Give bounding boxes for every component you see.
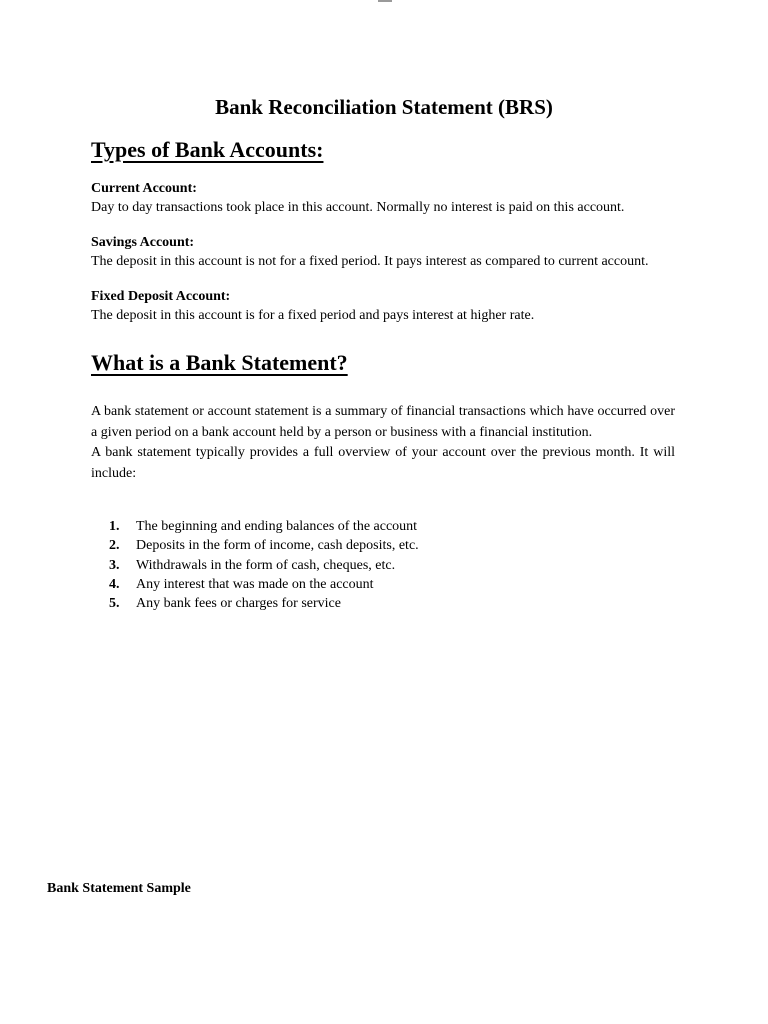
- list-item: [109, 594, 419, 613]
- list-item: [109, 556, 419, 575]
- list-item-number: 5.: [109, 596, 120, 612]
- account-entry-fixed-deposit: [91, 287, 701, 325]
- account-entry-savings: [91, 233, 701, 271]
- intro-paragraph: A bank statement typically provides a full overview of your account over the previous month. It will include:: [91, 445, 675, 481]
- account-description: The deposit in this account is not for a fixed period. It pays interest as compared to current account.: [91, 254, 649, 269]
- account-name: Fixed Deposit Account:: [91, 289, 231, 304]
- list-item-number: 2.: [109, 538, 120, 554]
- list-item: [109, 517, 419, 536]
- bank-statement-heading: What is a Bank Statement?: [91, 350, 348, 375]
- account-name: Current Account:: [91, 181, 197, 196]
- account-description: Day to day transactions took place in this account. Normally no interest is paid on this account.: [91, 200, 625, 215]
- account-entry-current: [91, 179, 701, 217]
- bank-statement-sample-label: Bank Statement Sample: [47, 881, 191, 896]
- statement-contents-list: [109, 517, 419, 613]
- bank-statement-intro: [91, 402, 675, 484]
- list-item-text: Deposits in the form of income, cash deposits, etc.: [136, 538, 419, 554]
- list-item: [109, 536, 419, 555]
- intro-paragraph: A bank statement or account statement is a summary of financial transactions which have occurred over a given period on a bank account held by a person or business with a financial institution.: [91, 404, 675, 440]
- account-name: Savings Account:: [91, 235, 195, 250]
- account-description: The deposit in this account is for a fixed period and pays interest at higher rate.: [91, 308, 535, 323]
- list-item-text: The beginning and ending balances of the account: [136, 519, 418, 534]
- list-item-number: 1.: [109, 519, 120, 534]
- types-of-accounts-heading: Types of Bank Accounts:: [91, 137, 324, 162]
- list-item-number: 3.: [109, 557, 120, 573]
- list-item: [109, 575, 419, 594]
- list-item-number: 4.: [109, 576, 120, 592]
- page-top-mark: [378, 0, 392, 2]
- list-item-text: Withdrawals in the form of cash, cheques, etc.: [136, 557, 396, 573]
- document-title: Bank Reconciliation Statement (BRS): [215, 95, 553, 119]
- list-item-text: Any bank fees or charges for service: [136, 596, 341, 612]
- list-item-text: Any interest that was made on the account: [136, 576, 374, 592]
